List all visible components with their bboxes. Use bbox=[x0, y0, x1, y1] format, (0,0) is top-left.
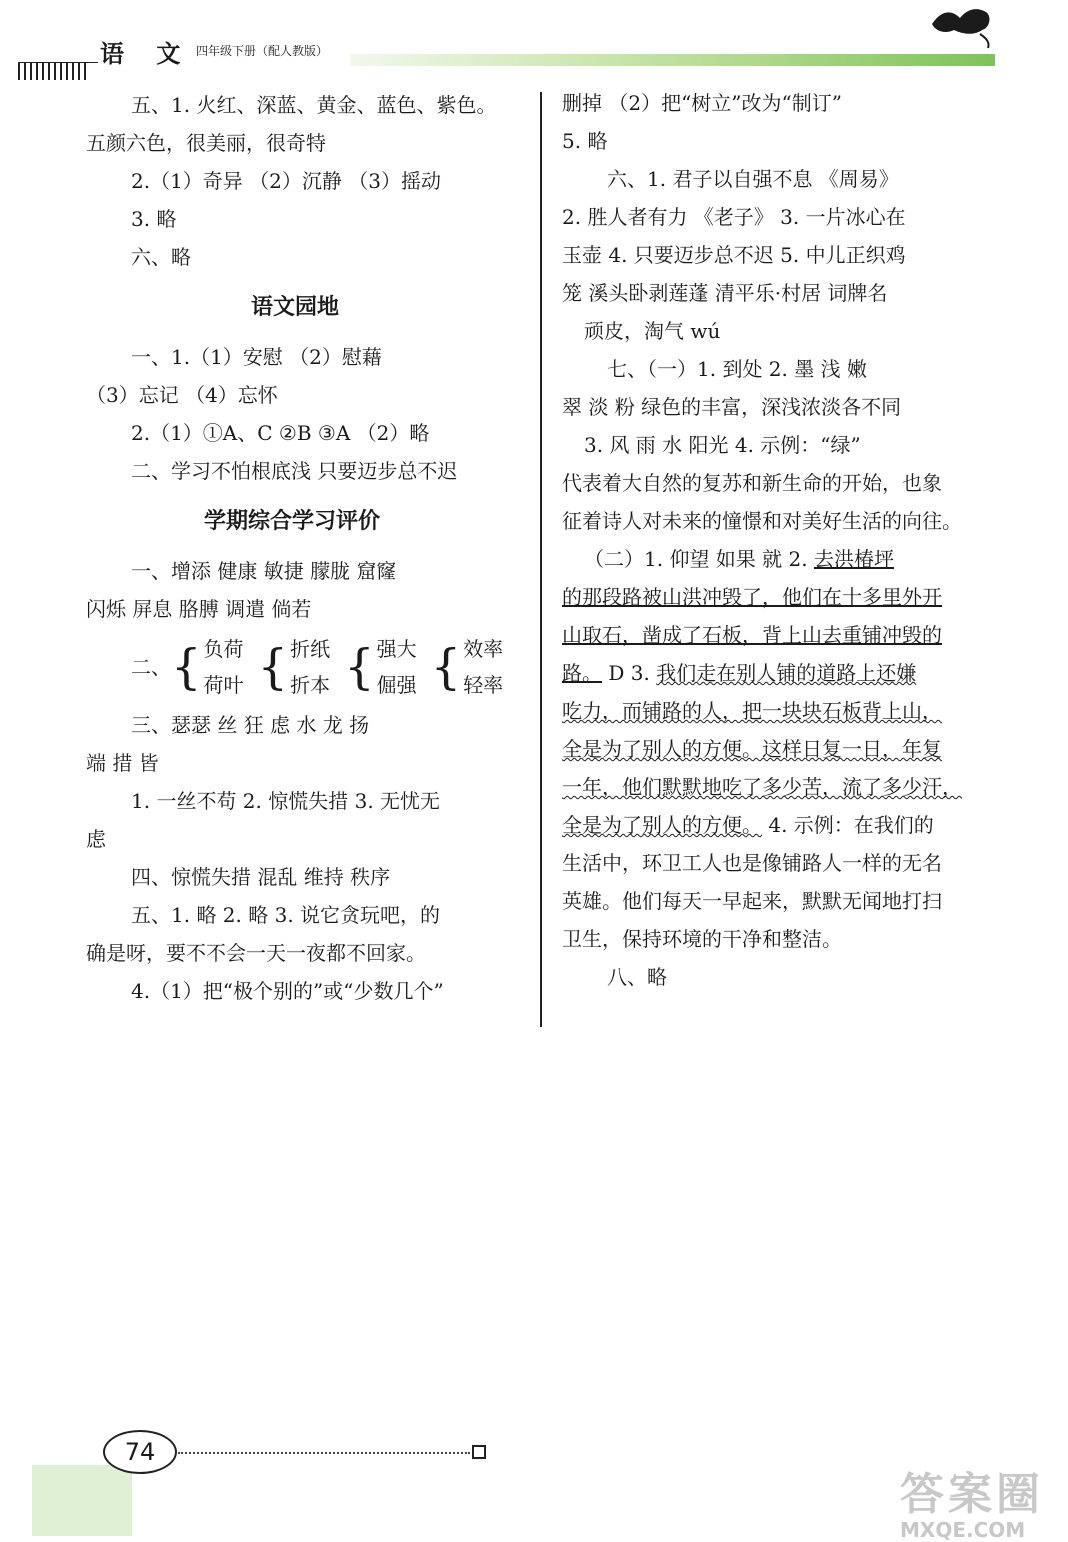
page-header bbox=[0, 0, 1068, 90]
watermark bbox=[900, 1458, 1044, 1542]
answer-line: 六、1. 君子以自强不息 《周易》 bbox=[607, 167, 899, 191]
wavy-underlined-answer: 一年，他们默默地吃了多少苦，流了多少汗， bbox=[562, 775, 962, 799]
watermark-url: MXQE.COM bbox=[900, 1518, 1026, 1542]
answer-line: 二、学习不怕根底浅 只要迈步总不迟 bbox=[131, 459, 458, 483]
brace-word: 轻率 bbox=[463, 673, 504, 697]
answer-line: 1. 一丝不苟 2. 惊慌失措 3. 无忧无 bbox=[131, 789, 441, 813]
brace-group-row bbox=[86, 628, 536, 706]
footer-dotted-rule bbox=[178, 1452, 470, 1454]
brace-word: 负荷 bbox=[203, 637, 244, 661]
answer-line bbox=[562, 654, 1007, 692]
answer-line: 四、惊慌失措 混乱 维持 秩序 bbox=[131, 865, 391, 889]
answer-line: 确是呀，要不不会一天一夜都不回家。 bbox=[86, 941, 426, 965]
grade-label: 四年级下册（配人教版） bbox=[196, 44, 329, 58]
section-heading: 语文园地 bbox=[251, 294, 340, 320]
answer-line: 生活中，环卫工人也是像铺路人一样的无名 bbox=[562, 851, 942, 875]
header-ticks bbox=[18, 62, 90, 84]
answer-segment: D 3. bbox=[602, 661, 657, 685]
header-green-bar bbox=[350, 54, 995, 66]
brace-label: 二、 bbox=[131, 655, 171, 679]
answer-line: （3）忘记 （4）忘怀 bbox=[86, 383, 278, 407]
answer-line: 2.（1）奇异 （2）沉静 （3）摇动 bbox=[131, 169, 441, 193]
wavy-underlined-answer: 全是为了别人的方便。这样日复一日，年复 bbox=[562, 737, 942, 761]
brace-pair bbox=[171, 631, 244, 703]
brace-icon: { bbox=[344, 639, 375, 695]
column-divider bbox=[540, 92, 542, 1027]
answer-line: 三、瑟瑟 丝 狂 虑 水 龙 扬 bbox=[131, 713, 370, 737]
answer-line: 五、1. 略 2. 略 3. 说它贪玩吧，的 bbox=[131, 903, 441, 927]
answer-line: 五、1. 火红、深蓝、黄金、蓝色、紫色。 bbox=[131, 93, 497, 117]
answer-line bbox=[562, 806, 1007, 844]
answer-line: 5. 略 bbox=[562, 129, 608, 153]
answer-line: 英雄。他们每天一早起来，默默无闻地打扫 bbox=[562, 889, 942, 913]
answer-line: 翠 淡 粉 绿色的丰富，深浅浓淡各不同 bbox=[562, 395, 902, 419]
brace-pair bbox=[431, 631, 504, 703]
answer-line: 3. 略 bbox=[131, 207, 177, 231]
watermark-text: 答案圈 bbox=[900, 1469, 1044, 1520]
footer-square-icon bbox=[472, 1445, 486, 1459]
answer-line: 七、（一）1. 到处 2. 墨 浅 嫩 bbox=[607, 357, 867, 381]
answer-line: 3. 风 雨 水 阳光 4. 示例：“绿” bbox=[584, 433, 861, 457]
answer-line: 一、1.（1）安慰 （2）慰藉 bbox=[131, 345, 382, 369]
underlined-answer: 路。 bbox=[562, 661, 602, 685]
answer-line: 六、略 bbox=[131, 245, 191, 269]
brace-word: 折本 bbox=[290, 673, 331, 697]
answer-line: 一、增添 健康 敏捷 朦胧 窟窿 bbox=[131, 559, 397, 583]
brace-pair bbox=[258, 631, 331, 703]
answer-line: 2. 胜人者有力 《老子》 3. 一片冰心在 bbox=[562, 205, 906, 229]
answer-line: 闪烁 屏息 胳膊 调遣 倘若 bbox=[86, 597, 312, 621]
answer-line: 端 措 皆 bbox=[86, 751, 159, 775]
brace-word: 效率 bbox=[463, 637, 504, 661]
subject-title: 语 文 bbox=[100, 39, 193, 68]
answer-line: 征着诗人对未来的憧憬和对美好生活的向往。 bbox=[562, 509, 962, 533]
brace-word: 强大 bbox=[376, 637, 417, 661]
wavy-underlined-answer: 我们走在别人铺的道路上还嫌 bbox=[656, 661, 917, 685]
wavy-underlined-answer: 吃力，而铺路的人，把一块块石板背上山， bbox=[562, 699, 942, 723]
answer-line: 2.（1）①A、C ②B ③A （2）略 bbox=[131, 421, 430, 445]
right-column bbox=[562, 84, 1007, 996]
page-number: 74 bbox=[103, 1430, 177, 1474]
page-footer bbox=[0, 1430, 600, 1536]
answer-line: 删掉 （2）把“树立”改为“制订” bbox=[562, 91, 842, 115]
underlined-answer: 去洪椿坪 bbox=[813, 547, 894, 571]
answer-line: 顽皮，淘气 wú bbox=[584, 319, 721, 343]
answer-line: 玉壶 4. 只要迈步总不迟 5. 中儿正织鸡 bbox=[562, 243, 906, 267]
section-heading: 学期综合学习评价 bbox=[204, 508, 381, 534]
underlined-answer: 山取石，凿成了石板，背上山去重铺冲毁的 bbox=[562, 623, 942, 647]
brace-word: 荷叶 bbox=[203, 673, 244, 697]
brace-pair bbox=[344, 631, 417, 703]
underlined-answer: 的那段路被山洪冲毁了，他们在十多里外开 bbox=[562, 585, 942, 609]
left-column bbox=[86, 86, 536, 1010]
brace-icon: { bbox=[257, 639, 289, 695]
answer-line: 4.（1）把“极个别的”或“少数几个” bbox=[131, 979, 444, 1003]
answer-line bbox=[562, 540, 1007, 578]
brace-icon: { bbox=[171, 639, 202, 695]
answer-line: 笼 溪头卧剥莲蓬 清平乐·村居 词牌名 bbox=[562, 281, 888, 305]
answer-line: 八、略 bbox=[607, 965, 667, 989]
brace-word: 折纸 bbox=[290, 637, 331, 661]
answer-line: 五颜六色，很美丽，很奇特 bbox=[86, 131, 326, 155]
leaf-icon bbox=[930, 4, 1000, 54]
answer-line: 虑 bbox=[86, 827, 106, 851]
answer-line: 代表着大自然的复苏和新生命的开始，也象 bbox=[562, 471, 942, 495]
answer-line: 卫生，保持环境的干净和整洁。 bbox=[562, 927, 842, 951]
answer-segment: （二）1. 仰望 如果 就 2. bbox=[584, 547, 814, 571]
answer-segment: 4. 示例：在我们的 bbox=[762, 813, 934, 837]
brace-icon: { bbox=[430, 639, 462, 695]
brace-word: 倔强 bbox=[376, 673, 417, 697]
footer-green-block bbox=[32, 1465, 132, 1536]
wavy-underlined-answer: 全是为了别人的方便。 bbox=[562, 813, 762, 837]
